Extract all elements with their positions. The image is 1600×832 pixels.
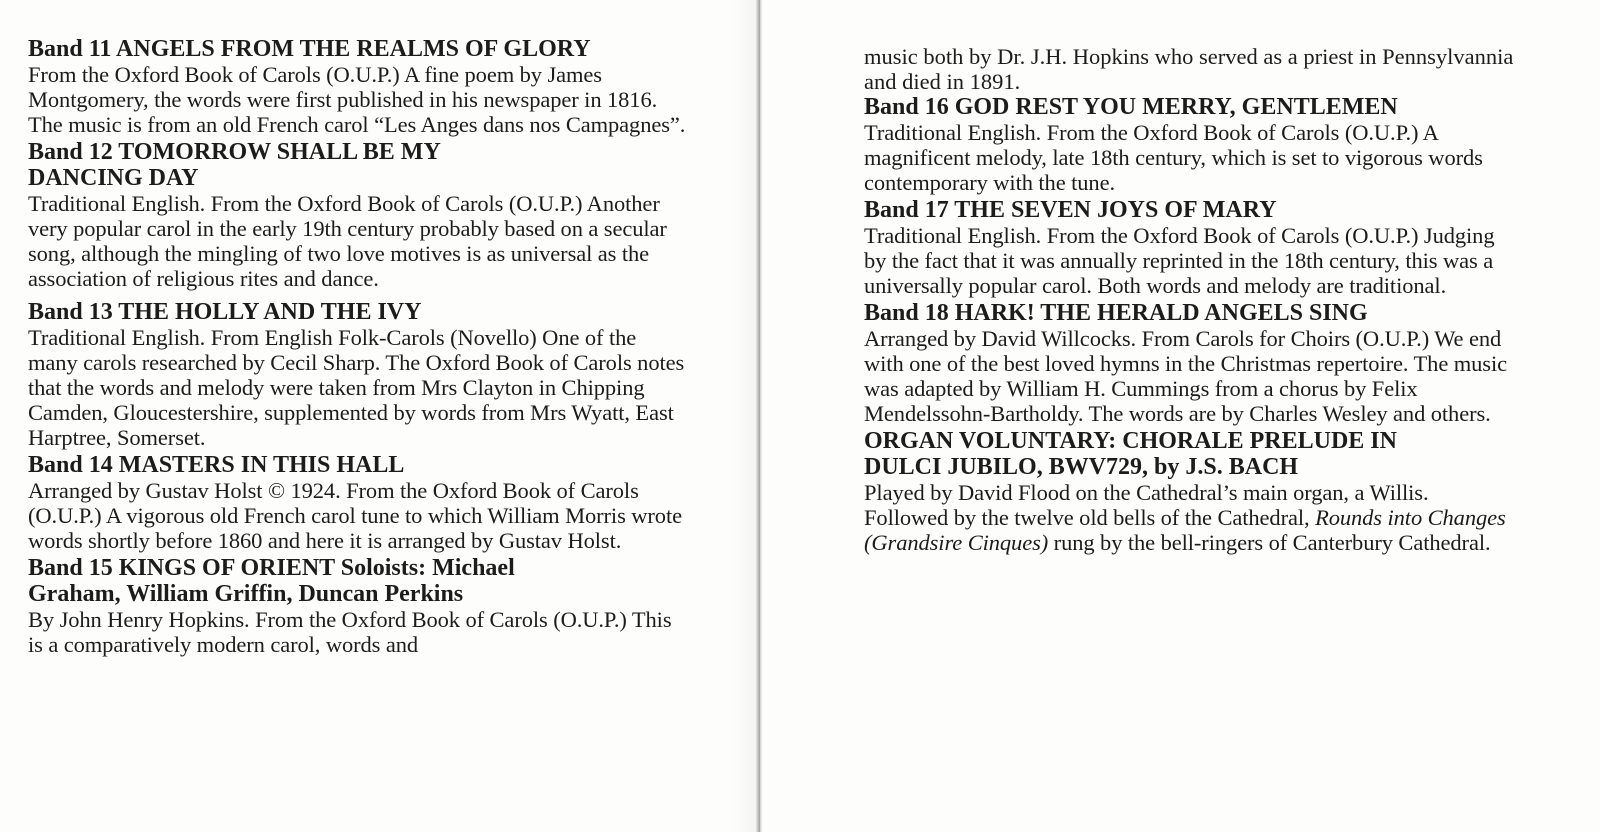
entry-title: Band 18 HARK! THE HERALD ANGELS SING	[864, 300, 1368, 326]
entry-title: Band 16 GOD REST YOU MERRY, GENTLEMEN	[864, 94, 1398, 120]
entry-body: Arranged by David Willcocks. From Carols for Choirs (O.U.P.) We end with one of the best loved hymns in the Christmas repertoire. The music was adapted by William H. Cummings from a chorus by Felix Mendelssohn-Bartholdy. The words are by Charles Wesley and others.	[864, 326, 1507, 426]
entry-title: Band 13 THE HOLLY AND THE IVY	[28, 299, 422, 325]
entry-body: Traditional English. From English Folk-Carols (Novello) One of the many carols researched by Cecil Sharp. The Oxford Book of Carols notes that the words and melody were taken from Mrs Clayton in Chipping Camden, Gloucestershire, supplemented by words from Mrs Wyatt, East Harptree, Somerset.	[28, 325, 685, 450]
entry-band-14	[28, 452, 758, 553]
entry-body: Arranged by Gustav Holst © 1924. From the Oxford Book of Carols (O.U.P.) A vigorous old French carol tune to which William Morris wrote words shortly before 1860 and here it is arranged by Gustav Holst.	[28, 478, 682, 553]
entry-band-11	[28, 36, 758, 137]
entry-body: Traditional English. From the Oxford Book of Carols (O.U.P.) Judging by the fact that it was annually reprinted in the 18th century, this was a universally popular carol. Both words and melody are traditional.	[864, 223, 1495, 298]
left-page	[0, 0, 758, 832]
entry-body: From the Oxford Book of Carols (O.U.P.) A fine poem by James Montgomery, the words were first published in his newspaper in 1816. The music is from an old French carol “Les Anges dans nos Campagnes”.	[28, 62, 686, 137]
entry-band-18	[864, 300, 1600, 426]
entry-organ-voluntary	[864, 428, 1600, 555]
entry-band-16	[864, 94, 1600, 195]
entry-body: By John Henry Hopkins. From the Oxford Book of Carols (O.U.P.) This is a comparatively modern carol, words and	[28, 607, 672, 657]
entry-body: Traditional English. From the Oxford Book of Carols (O.U.P.) Another very popular carol in the early 19th century probably based on a secular song, although the mingling of two love motives is as universal as the association of religious rites and dance.	[28, 191, 667, 291]
organ-body-text: Played by David Flood on the Cathedral’s main organ, a Willis. Followed by the twelve old bells of the Cathedral,	[864, 480, 1429, 530]
entry-body: Traditional English. From the Oxford Book of Carols (O.U.P.) A magnificent melody, late 18th century, which is set to vigorous words contemporary with the tune.	[864, 120, 1483, 195]
entry-title: Band 14 MASTERS IN THIS HALL	[28, 452, 405, 478]
continued-text: music both by Dr. J.H. Hopkins who served as a priest in Pennsylvannia and died in 1891.	[864, 44, 1514, 94]
entry-title: Band 11 ANGELS FROM THE REALMS OF GLORY	[28, 36, 591, 62]
entry-band-13	[28, 299, 758, 450]
entry-title: ORGAN VOLUNTARY: CHORALE PRELUDE IN DULCI JUBILO, BWV729, by J.S. BACH	[864, 428, 1397, 480]
entry-band-12	[28, 139, 758, 291]
entry-title: Band 15 KINGS OF ORIENT Soloists: Michael Graham, William Griffin, Duncan Perkins	[28, 555, 515, 607]
entry-title: Band 12 TOMORROW SHALL BE MY DANCING DAY	[28, 139, 441, 191]
entry-body	[864, 480, 1514, 555]
entry-title: Band 17 THE SEVEN JOYS OF MARY	[864, 197, 1277, 223]
entry-band-17	[864, 197, 1600, 298]
organ-body-italic: Rounds into Changes (Grandsire Cinques)	[864, 505, 1506, 555]
entry-band-15	[28, 555, 758, 657]
right-page	[762, 0, 1600, 832]
organ-body-text-end: rung by the bell-ringers of Canterbury Cathedral.	[1053, 530, 1491, 555]
